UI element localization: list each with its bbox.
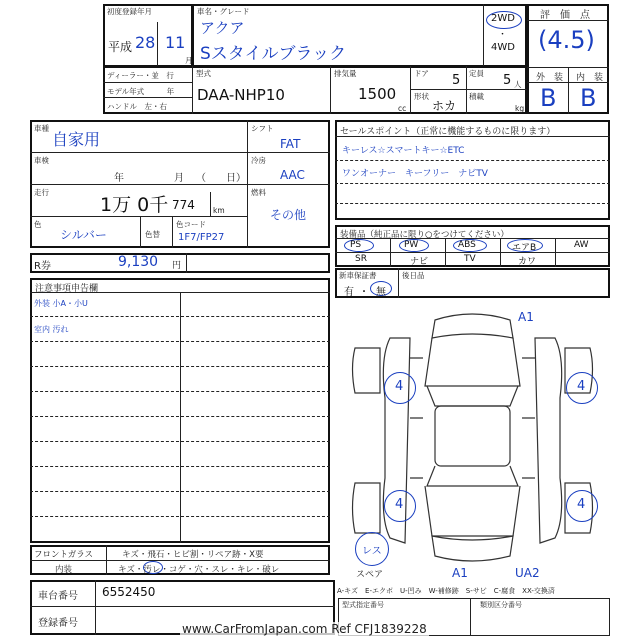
era: 平成	[108, 40, 133, 54]
equip-aw: AW	[574, 240, 589, 250]
r-value: 9,130	[118, 254, 159, 270]
post-item-label: 後日品	[402, 271, 425, 280]
model-label: 型式	[196, 69, 211, 78]
warranty-have: 有	[344, 287, 354, 298]
model-code: DAA-NHP10	[197, 86, 285, 104]
notes-title: 注意事項申告欄	[35, 284, 99, 294]
shape: ホカ	[432, 99, 457, 113]
color-swap-label: 色替	[145, 230, 160, 239]
cc-unit: cc	[398, 104, 407, 113]
model-year-label: モデル年式 年	[107, 87, 175, 96]
tire-rl: 4	[395, 497, 404, 512]
color-label: 色	[34, 220, 42, 229]
watermark: www.CarFromJapan.com Ref CFJ1839228	[182, 622, 427, 636]
car-name: アクア	[200, 19, 245, 37]
exterior-label: 外 装	[536, 73, 564, 83]
month: 11	[165, 33, 186, 52]
drive-dot: ・	[498, 30, 508, 40]
score-label: 評 価 点	[540, 10, 590, 21]
kg-unit: kg	[515, 104, 525, 113]
notes-line1: 外装 小A・小U	[34, 299, 88, 308]
chassis-label: 車台番号	[38, 591, 78, 602]
equip-pw: PW	[404, 240, 419, 250]
front-glass-items: キズ・飛石・ヒビ割・リペア跡・X要	[122, 550, 264, 560]
mileage-label: 走行	[34, 188, 49, 197]
shift: FAT	[280, 137, 301, 151]
color: シルバー	[60, 228, 107, 242]
ac-label: 冷房	[251, 156, 266, 165]
inspection-day: （ 日）	[196, 173, 246, 184]
reg-number-label: 登録番号	[38, 618, 78, 629]
shape-label: 形状	[414, 92, 429, 101]
spare-label: スペア	[356, 570, 384, 580]
equip-sr: SR	[355, 254, 367, 264]
equip-navi: ナビ	[410, 257, 429, 267]
sales-line2: ワンオーナー キーフリー ナビTV	[342, 169, 488, 179]
notes-line2: 室内 汚れ	[34, 325, 69, 334]
km-unit: km	[213, 206, 225, 215]
warranty-dot: ・	[359, 287, 369, 298]
warranty-none: 無	[376, 287, 386, 298]
class-label: 類別区分番号	[480, 601, 522, 609]
a1-top: A1	[518, 310, 534, 324]
equip-tv: TV	[464, 254, 476, 264]
res: レス	[362, 546, 382, 557]
interior-cond-label: 内装	[55, 565, 73, 575]
displacement-label: 排気量	[334, 69, 357, 78]
a1-bottom: A1	[452, 566, 468, 580]
sales-line1: キーレス☆スマートキー☆ETC	[342, 146, 465, 156]
new-warranty-label: 新車保証書	[339, 271, 377, 280]
doors: 5	[452, 73, 461, 88]
load-label: 積載	[469, 92, 484, 101]
color-code-label: 色コード	[176, 220, 206, 229]
capacity: 5	[503, 73, 512, 88]
ac: AAC	[280, 168, 305, 182]
capacity-label: 定員	[469, 69, 484, 78]
ua2: UA2	[515, 566, 540, 580]
capacity-unit: 人	[514, 80, 522, 89]
score-value: (4.5)	[538, 26, 595, 54]
interior-items: キズ・汚レ・コゲ・穴・スレ・キレ・破レ	[118, 565, 280, 575]
year: 28	[135, 33, 156, 52]
color-code: 1F7/FP27	[178, 232, 225, 243]
grade: Sスタイルブラック	[200, 44, 347, 64]
month-unit: 月	[185, 56, 193, 65]
shift-label: シフト	[251, 124, 274, 133]
dealer-label: ディーラー・並 行	[107, 71, 174, 80]
sales-title: セールスポイント（正常に機能するものに限ります）	[340, 127, 556, 137]
equip-leather: カワ	[518, 257, 537, 267]
car-grade-label: 車名・グレード	[197, 7, 250, 16]
tire-rr: 4	[577, 497, 586, 512]
equip-abs: ABS	[458, 240, 476, 250]
tire-fl: 4	[395, 379, 404, 394]
equipment-title: 装備品（純正品に限り○をつけてください）	[340, 230, 509, 240]
equip-airbag: エアB	[512, 243, 537, 253]
inspection-month: 月	[174, 173, 184, 184]
usage-label: 車種	[34, 124, 49, 133]
inspection-label: 車検	[34, 156, 49, 165]
usage: 自家用	[52, 130, 101, 149]
exterior-grade: B	[540, 84, 557, 112]
drive-2wd: 2WD	[491, 13, 515, 24]
tire-fr: 4	[577, 379, 586, 394]
chassis-number: 6552450	[102, 585, 156, 599]
yen-unit: 円	[172, 261, 182, 271]
door-label: ドア	[414, 69, 429, 78]
interior-label: 内 装	[576, 73, 604, 83]
mileage-big: 1万 0千	[100, 194, 169, 216]
reg-date-label: 初度登録年月	[107, 7, 152, 16]
handle-label: ハンドル 左・右	[107, 102, 167, 111]
drive-4wd: 4WD	[491, 42, 515, 53]
interior-grade: B	[580, 84, 597, 112]
damage-legend: A-キズ E-エクボ U-凹み W-補修跡 S-サビ C-腐食 XX-交換済	[337, 587, 555, 595]
r-label: R券	[34, 261, 51, 272]
fuel-label: 燃料	[251, 188, 266, 197]
model-designation-label: 型式指定番号	[342, 601, 384, 609]
fuel: その他	[270, 208, 307, 222]
displacement: 1500	[358, 85, 397, 103]
inspection-year: 年	[114, 173, 124, 184]
equip-ps: PS	[350, 240, 362, 250]
front-glass-label: フロントガラス	[34, 550, 93, 560]
mileage-small: 774	[172, 198, 195, 212]
